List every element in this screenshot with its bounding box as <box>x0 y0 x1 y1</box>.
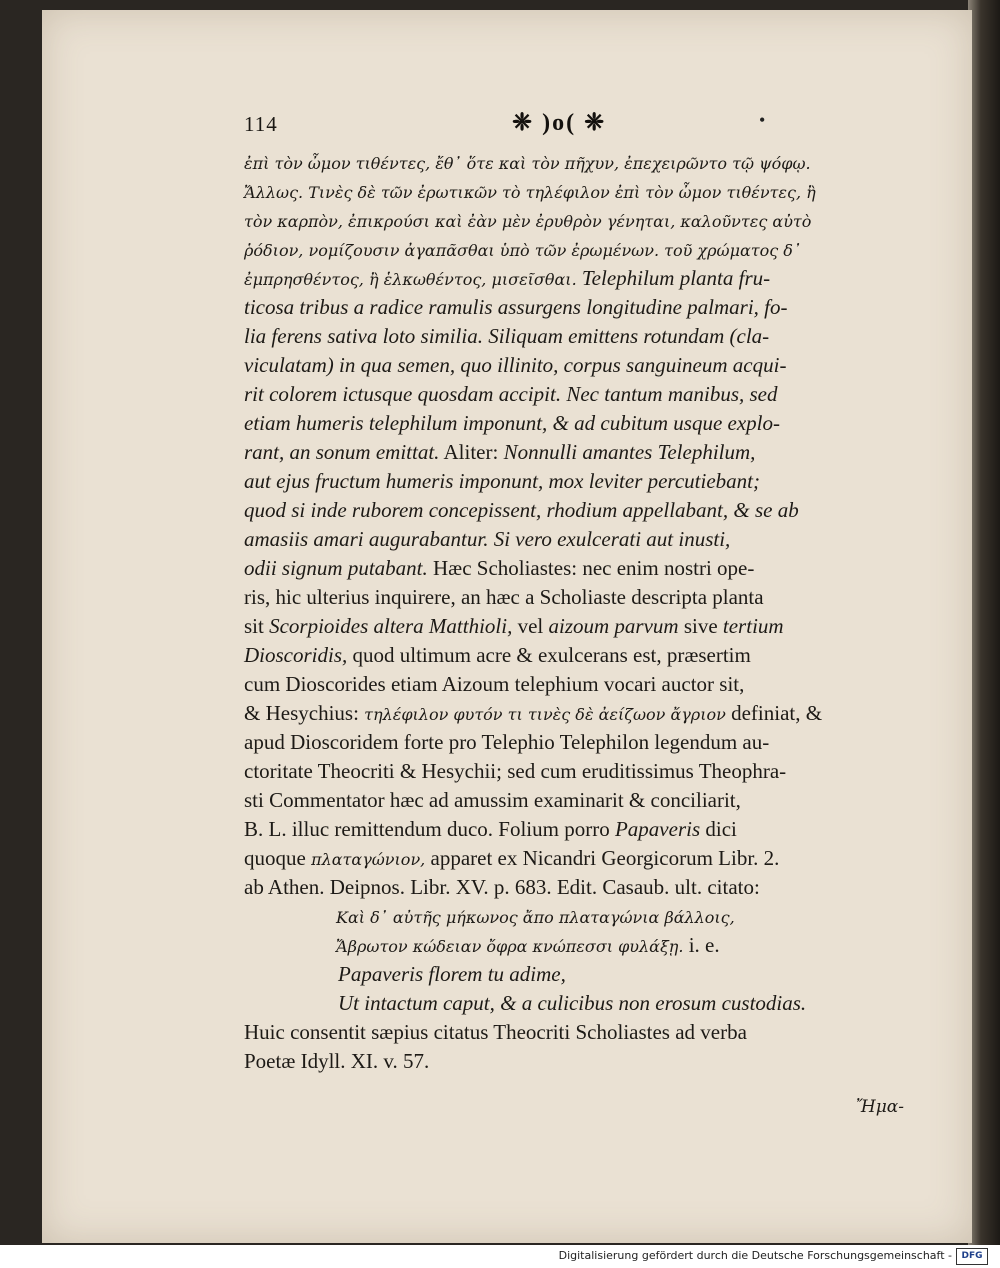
text-line: apud Dioscoridem forte pro Telephio Telephilon legendum au- <box>244 730 770 754</box>
header-ornament: ❈ )o( ❈ <box>512 110 607 136</box>
page-number: 114 <box>244 112 278 136</box>
text-line: Poetæ Idyll. XI. v. 57. <box>244 1049 430 1073</box>
text-line: cum Dioscorides etiam Aizoum telephium vocari auctor sit, <box>244 672 745 696</box>
text-line: rant, an sonum emittat. Aliter: Nonnulli amantes Telephilum, <box>244 440 756 464</box>
text-line: Dioscoridis, quod ultimum acre & exulcerans est, præsertim <box>244 643 751 667</box>
text-line: quoque πλαταγώνιον, apparet ex Nicandri Georgicorum Libr. 2. <box>244 846 780 870</box>
text-line: ab Athen. Deipnos. Libr. XV. p. 683. Edit. Casaub. ult. citato: <box>244 875 760 899</box>
text-line: & Hesychius: τηλέφιλον φυτόν τι τινὲς δὲ ἀείζωον ἄγριον definiat, & <box>244 701 823 725</box>
footer-credit: Digitalisierung gefördert durch die Deutsche Forschungsgemeinschaft - <box>558 1249 952 1262</box>
text-line: sit Scorpioides altera Matthioli, vel aizoum parvum sive tertium <box>244 614 784 638</box>
body-text <box>244 148 944 1076</box>
text-line: B. L. illuc remittendum duco. Folium porro Papaveris dici <box>244 817 737 841</box>
text-line: τὸν καρπὸν, ἐπικρούσι καὶ ἐὰν μὲν ἐρυθρὸν γένηται, καλοῦντες αὐτὸ <box>244 212 812 231</box>
verse-line: Papaveris florem tu adime, <box>338 962 566 986</box>
text-line: ῥόδιον, νομίζουσιν ἀγαπᾶσθαι ὑπὸ τῶν ἐρωμένων. τοῦ χρώματος δ᾽ <box>244 241 801 260</box>
text-line: ris, hic ulterius inquirere, an hæc a Scholiaste descripta planta <box>244 585 764 609</box>
text-line: ctoritate Theocriti & Hesychii; sed cum eruditissimus Theophra- <box>244 759 787 783</box>
text-line: ticosa tribus a radice ramulis assurgens longitudine palmari, fo- <box>244 295 788 319</box>
text-line: rit colorem ictusque quosdam accipit. Nec tantum manibus, sed <box>244 382 778 406</box>
verse-line: Ut intactum caput, & a culicibus non erosum custodias. <box>338 991 807 1015</box>
text-line: Huic consentit sæpius citatus Theocriti Scholiastes ad verba <box>244 1020 747 1044</box>
text-line: ἐμπρησθέντος, ἢ ἑλκωθέντος, μισεῖσθαι. Telephilum planta fru- <box>244 266 771 290</box>
text-line: quod si inde ruborem concepissent, rhodium appellabant, & se ab <box>244 498 799 522</box>
text-line: aut ejus fructum humeris imponunt, mox leviter percutiebant; <box>244 469 760 493</box>
text-line: Ἄλλως. Τινὲς δὲ τῶν ἐρωτικῶν τὸ τηλέφιλον ἐπὶ τὸν ὦμον τιθέντες, ἢ <box>244 183 816 202</box>
text-line: odii signum putabant. Hæc Scholiastes: nec enim nostri ope- <box>244 556 755 580</box>
text-line: viculatam) in qua semen, quo illinito, corpus sanguineum acqui- <box>244 353 787 377</box>
verse-line: Καὶ δ᾽ αὐτῆς μήκωνος ἄπο πλαταγώνια βάλλοις, <box>336 908 735 927</box>
text-line: lia ferens sativa loto similia. Siliquam emittens rotundam (cla- <box>244 324 770 348</box>
page-header <box>244 108 944 142</box>
ink-dot: • <box>759 110 766 130</box>
catchword: Ἤμα- <box>856 1097 904 1117</box>
book-spine <box>968 0 1000 1245</box>
text-line: ἐπὶ τὸν ὦμον τιθέντες, ἔθ᾽ ὅτε καὶ τὸν πῆχυν, ἐπεχειρῶντο τῷ ψόφῳ. <box>244 154 811 173</box>
text-line: sti Commentator hæc ad amussim examinarit & conciliarit, <box>244 788 741 812</box>
dfg-logo: DFG <box>956 1248 988 1265</box>
text-line: etiam humeris telephilum imponunt, & ad cubitum usque explo- <box>244 411 781 435</box>
verse-line: Ἄβρωτον κώδειαν ὄφρα κνώπεσσι φυλάξῃ. i. e. <box>336 933 720 957</box>
text-line: amasiis amari augurabantur. Si vero exulcerati aut inusti, <box>244 527 731 551</box>
